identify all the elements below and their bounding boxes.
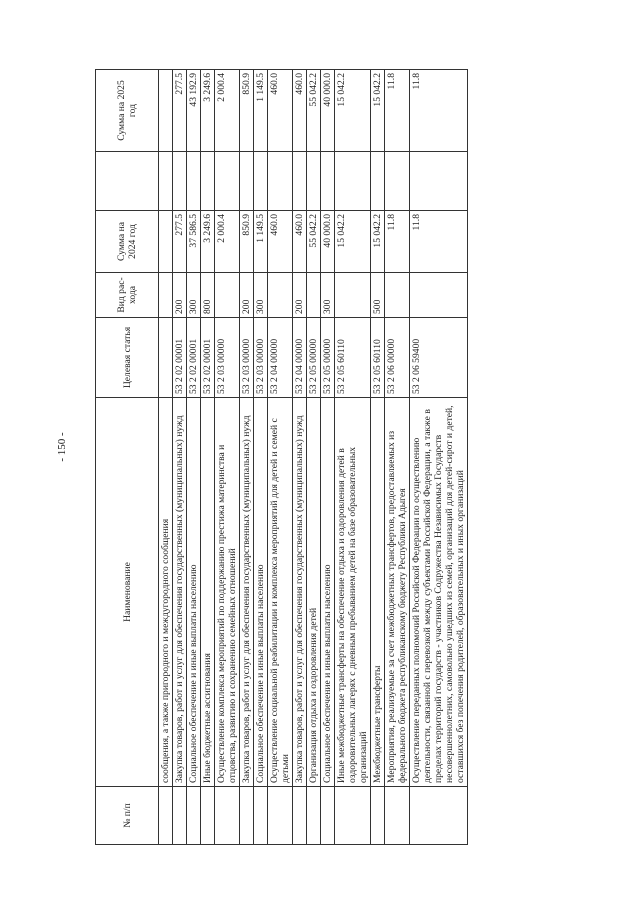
row-vid [159,273,173,318]
table-row [410,70,468,845]
header-vid: Вид рас-хода [96,273,159,318]
table-row [371,70,385,845]
row-sum-2024 [159,211,173,273]
header-sum-2024: Сумма на 2024 год [96,211,159,273]
row-num [410,787,468,845]
row-code: 53 2 05 60110 [371,318,385,398]
row-code [159,318,173,398]
row-spacer [254,152,268,211]
row-name: Закупка товаров, работ и услуг для обеспечения государственных (муниципальных) нужд [240,398,254,787]
row-sum-2024: 40 000.0 [321,211,335,273]
row-sum-2025: 850.9 [240,70,254,152]
table-row [293,70,307,845]
row-vid [335,273,371,318]
row-sum-2024: 1 149.5 [254,211,268,273]
row-code: 53 2 04 00000 [268,318,293,398]
row-code: 53 2 05 00000 [321,318,335,398]
row-code: 53 2 04 00000 [293,318,307,398]
row-name: Закупка товаров, работ и услуг для обеспечения государственных (муниципальных) нужд [293,398,307,787]
row-sum-2025: 1 149.5 [254,70,268,152]
table-body [159,70,468,845]
row-spacer [187,152,201,211]
row-sum-2025: 15 042.2 [335,70,371,152]
row-spacer [335,152,371,211]
row-sum-2025: 11.8 [410,70,468,152]
row-name: Иные межбюджетные трансферты на обеспечение отдыха и оздоровления детей в оздоровительных лагерях с дневным пребыванием детей на базе образовательных организаций [335,398,371,787]
row-name: Социальное обеспечение и иные выплаты населению [187,398,201,787]
row-code: 53 2 05 00000 [307,318,321,398]
row-num [321,787,335,845]
table-row [173,70,187,845]
row-sum-2025: 40 000.0 [321,70,335,152]
table-row [187,70,201,845]
row-sum-2025: 460.0 [293,70,307,152]
row-name: Организация отдыха и оздоровления детей [307,398,321,787]
row-vid [215,273,240,318]
row-sum-2024: 3 249.6 [201,211,215,273]
row-num [240,787,254,845]
row-spacer [201,152,215,211]
row-num [307,787,321,845]
row-num [215,787,240,845]
row-vid: 300 [187,273,201,318]
page-number: - 150 - [56,432,68,462]
row-sum-2025: 55 042.2 [307,70,321,152]
row-sum-2024: 460.0 [293,211,307,273]
row-num [371,787,385,845]
header-sum-2025: Сумма на 2025 год [96,70,159,152]
budget-table [95,69,468,845]
row-code: 53 2 06 59400 [410,318,468,398]
table-row [307,70,321,845]
row-name: Межбюджетные трансферты [371,398,385,787]
row-vid: 300 [254,273,268,318]
row-spacer [371,152,385,211]
row-sum-2025: 11.8 [385,70,410,152]
table-row [201,70,215,845]
table-row [385,70,410,845]
row-vid [268,273,293,318]
row-spacer [268,152,293,211]
row-name: сообщения, а также пригородного и междугородного сообщения [159,398,173,787]
row-spacer [215,152,240,211]
row-vid: 200 [173,273,187,318]
row-sum-2024: 2 000.4 [215,211,240,273]
row-sum-2024: 15 042.2 [335,211,371,273]
row-vid [410,273,468,318]
row-sum-2024: 11.8 [410,211,468,273]
row-code: 53 2 06 00000 [385,318,410,398]
row-name: Осуществление комплекса мероприятий по поддержанию престижа материнства и отцовства, развитию и сохранению семейных отношений [215,398,240,787]
row-name: Мероприятия, реализуемые за счет межбюджетных трансфертов, предоставляемых из федерального бюджета республиканскому бюджету Республики Адыгея [385,398,410,787]
row-vid [307,273,321,318]
row-num [159,787,173,845]
row-name: Осуществление социальной реабилитации и комплекса мероприятий для детей и семей с детьми [268,398,293,787]
row-sum-2024: 37 586.5 [187,211,201,273]
row-vid: 800 [201,273,215,318]
row-code: 53 2 02 00001 [201,318,215,398]
row-sum-2024: 277.5 [173,211,187,273]
table-row [159,70,173,845]
row-name: Иные бюджетные ассигнования [201,398,215,787]
row-spacer [385,152,410,211]
row-code: 53 2 03 00000 [240,318,254,398]
row-name: Социальное обеспечение и иные выплаты населению [254,398,268,787]
row-num [335,787,371,845]
row-sum-2025: 3 249.6 [201,70,215,152]
row-spacer [159,152,173,211]
row-vid: 500 [371,273,385,318]
row-spacer [321,152,335,211]
row-vid [385,273,410,318]
row-name: Социальное обеспечение и иные выплаты населению [321,398,335,787]
row-code: 53 2 05 60110 [335,318,371,398]
rotated-table-container [95,70,614,845]
row-code: 53 2 03 00000 [215,318,240,398]
row-spacer [307,152,321,211]
row-num [254,787,268,845]
row-vid: 300 [321,273,335,318]
row-sum-2025: 460.0 [268,70,293,152]
table-row [254,70,268,845]
row-name: Осуществление переданных полномочий Российской Федерации по осуществлению деятельности, связанной с перевозкой между субъектами Российской Федерации, а также в пределах территорий государств - участников Содружества Независимых Государств несовершеннолетних, самовольно ушедших из семей, организаций для детей-сирот и детей, оставшихся без попечения родителей, образовательных и иных организаций [410,398,468,787]
table-row [240,70,254,845]
row-num [187,787,201,845]
row-sum-2024: 11.8 [385,211,410,273]
row-code: 53 2 03 00000 [254,318,268,398]
row-code: 53 2 02 00001 [173,318,187,398]
row-num [268,787,293,845]
row-spacer [410,152,468,211]
row-num [201,787,215,845]
row-sum-2024: 15 042.2 [371,211,385,273]
table-header-row [96,70,159,845]
row-spacer [173,152,187,211]
header-code: Целевая статья [96,318,159,398]
table-row [335,70,371,845]
header-spacer [96,152,159,211]
table-row [268,70,293,845]
row-num [385,787,410,845]
row-code: 53 2 02 00001 [187,318,201,398]
row-num [293,787,307,845]
row-num [173,787,187,845]
row-sum-2024: 55 042.2 [307,211,321,273]
row-name: Закупка товаров, работ и услуг для обеспечения государственных (муниципальных) нужд [173,398,187,787]
row-sum-2025: 15 042.2 [371,70,385,152]
row-sum-2024: 460.0 [268,211,293,273]
row-spacer [240,152,254,211]
row-sum-2025: 2 000.4 [215,70,240,152]
row-vid: 200 [293,273,307,318]
row-spacer [293,152,307,211]
header-name: Наименование [96,398,159,787]
header-num: № п/п [96,787,159,845]
row-sum-2025 [159,70,173,152]
row-vid: 200 [240,273,254,318]
row-sum-2025: 277.5 [173,70,187,152]
row-sum-2024: 850.9 [240,211,254,273]
table-row [321,70,335,845]
row-sum-2025: 43 192.9 [187,70,201,152]
table-row [215,70,240,845]
